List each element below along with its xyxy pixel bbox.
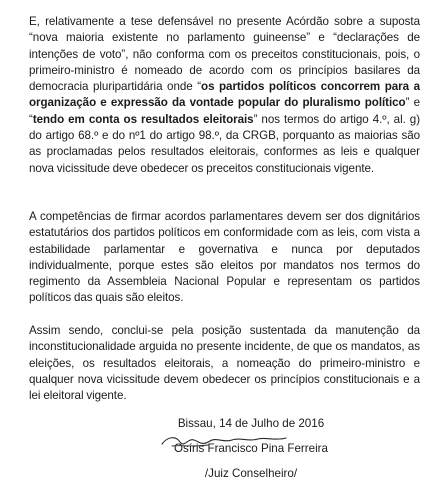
signatory-role: /Juiz Conselheiro/ <box>204 467 298 480</box>
paragraph-2: A competências de firmar acordos parlamentares devem ser dos dignitários estatutários dos partidos políticos em conformidade com as leis, com vista a estabilidade parlamentar e governativa e nunca por deputados individualmente, porque estes são eleitos por mandatos nos termos do regimento da Assembleia Nacional Popular e representam os partidos políticos das quais são eleitos. <box>29 210 420 305</box>
signature-date: Bissau, 14 de Julho de 2016 <box>177 417 325 430</box>
p1-bold-quote-2: tendo em conta os resultados eleitorais <box>32 112 254 126</box>
p1-bold-quote-1: os partidos políticos concorrem para a organização e expressão da vontade popular do pluralismo político <box>29 80 421 110</box>
p1-text-3: ” nos termos do artigo 4.º, al. g) do artigo 68.º e do nº1 do artigo 98.º, da CRGB, porquanto as maiorias são as proclamadas pelos resultados eleitorais, conformes as leis e qualquer nova vicissitude deve obedecer os preceitos constitucionais vigente. <box>29 112 420 175</box>
p1-text-2: ” e “ <box>29 96 420 126</box>
paragraph-1 <box>29 14 420 177</box>
paragraph-3: Assim sendo, conclui-se pela posição sustentada da manutenção da inconstitucionalidade arguida no presente incidente, de que os mandatos, as eleições, os resultados eleitorais, a nomeação do primeiro-ministro e qualquer nova vicissitude devem obedecer os princípios constitucionais e a lei eleitoral vigente. <box>29 324 420 403</box>
p1-text-1: E, relativamente a tese defensável no presente Acórdão sobre a suposta “nova maioria existente no parlamento guineense” e “declarações de intenções de voto”, não conforma com os preceitos constitucionais, pois, o primeiro-ministro é nomeado de acordo com os princípios basilares da democracia pluripartidária onde “ <box>29 15 420 94</box>
signatory-name: Osíris Francisco Pina Ferreira <box>174 442 328 455</box>
